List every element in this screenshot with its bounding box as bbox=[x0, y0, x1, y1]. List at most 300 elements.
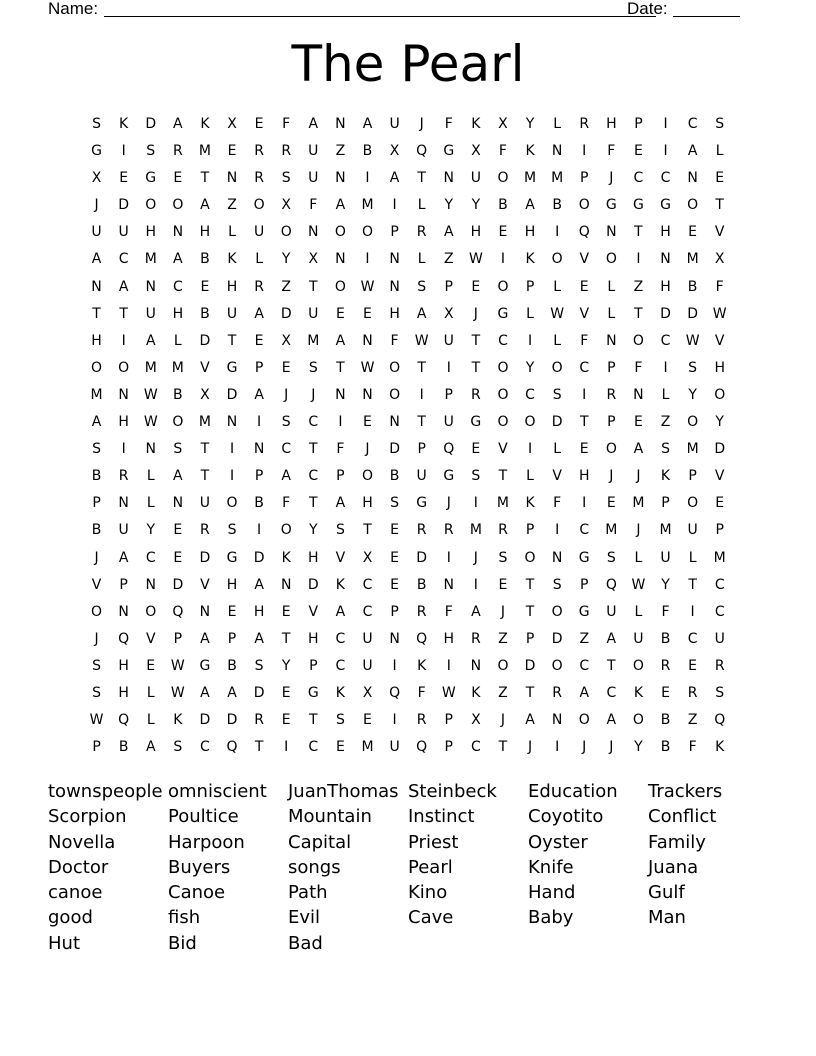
grid-letter: T bbox=[200, 468, 210, 485]
grid-letter: R bbox=[254, 278, 264, 295]
grid-letter: D bbox=[551, 414, 563, 431]
grid-letter: U bbox=[660, 549, 671, 566]
grid-letter: O bbox=[605, 251, 617, 268]
grid-letter: C bbox=[470, 739, 481, 756]
word-list-item: Poultice bbox=[168, 806, 239, 828]
grid-letter: E bbox=[363, 712, 372, 729]
grid-letter: O bbox=[497, 170, 509, 187]
grid-letter: S bbox=[92, 684, 101, 701]
grid-letter: W bbox=[360, 278, 375, 295]
grid-letter: A bbox=[91, 414, 102, 431]
grid-letter: P bbox=[444, 386, 453, 403]
word-list-item: Trackers bbox=[648, 781, 723, 802]
grid-letter: O bbox=[578, 712, 590, 729]
grid-letter: V bbox=[91, 576, 102, 593]
grid-letter: U bbox=[389, 739, 400, 756]
grid-letter: I bbox=[527, 441, 533, 458]
grid-letter: M bbox=[307, 332, 320, 349]
grid-letter: M bbox=[496, 495, 509, 512]
grid-letter: P bbox=[390, 603, 399, 620]
grid-letter: B bbox=[552, 197, 562, 214]
grid-letter: I bbox=[392, 712, 397, 729]
grid-letter: R bbox=[118, 468, 129, 485]
grid-letter: Q bbox=[714, 712, 726, 729]
grid-letter: V bbox=[714, 468, 725, 485]
grid-letter: T bbox=[309, 441, 318, 458]
grid-letter: N bbox=[226, 414, 238, 431]
grid-letter: O bbox=[118, 359, 130, 376]
grid-letter: H bbox=[226, 278, 238, 295]
grid-letter: F bbox=[336, 441, 345, 458]
grid-letter: O bbox=[145, 603, 157, 620]
grid-letter: K bbox=[227, 251, 237, 268]
grid-letter: W bbox=[170, 684, 185, 701]
grid-letter: J bbox=[311, 386, 316, 403]
grid-letter: Y bbox=[281, 251, 291, 268]
grid-letter: A bbox=[687, 143, 698, 160]
grid-letter: S bbox=[498, 549, 508, 566]
grid-letter: A bbox=[118, 549, 129, 566]
grid-letter: F bbox=[661, 603, 670, 620]
grid-letter: U bbox=[470, 170, 481, 187]
grid-letter: P bbox=[309, 657, 318, 674]
grid-letter: E bbox=[715, 170, 725, 187]
grid-letter: A bbox=[200, 630, 210, 647]
grid-letter: P bbox=[444, 712, 453, 729]
grid-letter: A bbox=[281, 468, 291, 485]
grid-letter: I bbox=[473, 576, 478, 593]
word-list bbox=[48, 779, 768, 956]
grid-letter: O bbox=[551, 603, 563, 620]
grid-letter: R bbox=[470, 630, 481, 647]
grid-letter: K bbox=[335, 576, 345, 593]
grid-letter: D bbox=[714, 441, 726, 458]
grid-letter: M bbox=[144, 251, 157, 268]
grid-letter: R bbox=[579, 116, 590, 132]
grid-letter: O bbox=[714, 386, 726, 403]
grid-letter: J bbox=[636, 468, 641, 485]
grid-letter: X bbox=[498, 116, 508, 132]
grid-letter: T bbox=[200, 170, 210, 187]
grid-letter: B bbox=[660, 712, 671, 729]
grid-letter: V bbox=[200, 576, 210, 593]
grid-letter: B bbox=[498, 197, 508, 214]
grid-letter: U bbox=[362, 657, 373, 674]
grid-letter: N bbox=[335, 251, 346, 268]
grid-letter: X bbox=[471, 712, 481, 729]
grid-letter: V bbox=[200, 359, 210, 376]
grid-letter: S bbox=[92, 116, 101, 132]
grid-letter: I bbox=[392, 657, 397, 674]
word-list-item: townspeople bbox=[48, 781, 163, 802]
grid-letter: D bbox=[551, 630, 563, 647]
word-list-item: Bid bbox=[168, 932, 197, 954]
grid-letter: I bbox=[338, 414, 343, 431]
grid-letter: Q bbox=[118, 630, 130, 647]
grid-letter: C bbox=[660, 170, 671, 187]
grid-letter: E bbox=[173, 170, 183, 187]
grid-letter: U bbox=[362, 630, 373, 647]
grid-letter: U bbox=[443, 414, 454, 431]
grid-letter: I bbox=[555, 224, 560, 241]
word-list-item: Cave bbox=[408, 907, 454, 929]
grid-letter: A bbox=[525, 197, 535, 214]
grid-letter: N bbox=[551, 712, 563, 729]
grid-letter: R bbox=[443, 522, 454, 539]
grid-letter: Y bbox=[661, 576, 670, 593]
grid-letter: Z bbox=[443, 251, 454, 268]
grid-letter: O bbox=[280, 522, 292, 539]
grid-letter: T bbox=[525, 576, 535, 593]
grid-letter: O bbox=[91, 603, 103, 620]
word-list-item: songs bbox=[288, 856, 341, 878]
grid-letter: T bbox=[715, 197, 724, 214]
grid-letter: X bbox=[443, 305, 454, 322]
grid-letter: M bbox=[469, 522, 482, 539]
grid-letter: L bbox=[688, 549, 697, 566]
grid-letter: E bbox=[606, 495, 616, 512]
grid-letter: N bbox=[145, 576, 156, 593]
grid-letter: G bbox=[416, 495, 428, 512]
grid-letter: N bbox=[362, 332, 373, 349]
grid-letter: E bbox=[173, 522, 183, 539]
grid-letter: J bbox=[365, 441, 370, 458]
grid-letter: C bbox=[118, 251, 129, 268]
grid-letter: E bbox=[471, 441, 481, 458]
grid-letter: B bbox=[227, 657, 237, 674]
word-list-item: Path bbox=[288, 882, 328, 904]
grid-letter: P bbox=[525, 278, 535, 295]
grid-letter: B bbox=[118, 739, 129, 756]
grid-letter: B bbox=[687, 278, 698, 295]
grid-letter: D bbox=[280, 305, 292, 322]
word-list-item: Man bbox=[648, 907, 686, 929]
grid-letter: L bbox=[146, 468, 155, 485]
grid-letter: Q bbox=[578, 224, 590, 241]
grid-letter: J bbox=[94, 630, 99, 647]
grid-letter: P bbox=[607, 359, 616, 376]
word-list-item: Capital bbox=[288, 831, 352, 853]
grid-letter: T bbox=[498, 468, 508, 485]
grid-letter: B bbox=[660, 630, 671, 647]
grid-letter: R bbox=[498, 522, 508, 539]
grid-letter: O bbox=[605, 441, 617, 458]
grid-letter: T bbox=[254, 739, 264, 756]
grid-letter: D bbox=[253, 684, 265, 701]
grid-letter: I bbox=[582, 495, 587, 512]
grid-letter: Z bbox=[498, 684, 508, 701]
grid-letter: Z bbox=[498, 630, 508, 647]
grid-letter: W bbox=[170, 657, 185, 674]
grid-letter: J bbox=[500, 603, 506, 620]
grid-letter: S bbox=[688, 359, 698, 376]
grid-letter: A bbox=[200, 684, 210, 701]
word-list-item: Evil bbox=[288, 907, 321, 929]
grid-letter: H bbox=[226, 576, 238, 593]
grid-letter: P bbox=[661, 495, 670, 512]
grid-letter: S bbox=[92, 441, 101, 458]
grid-letter: E bbox=[335, 739, 345, 756]
grid-letter: O bbox=[280, 224, 292, 241]
grid-letter: S bbox=[715, 116, 725, 132]
grid-letter: U bbox=[606, 603, 617, 620]
grid-letter: E bbox=[715, 495, 725, 512]
grid-letter: I bbox=[446, 549, 451, 566]
grid-letter: P bbox=[254, 468, 264, 485]
grid-letter: J bbox=[636, 522, 641, 539]
grid-letter: E bbox=[254, 332, 264, 349]
grid-letter: D bbox=[145, 116, 157, 132]
grid-letter: V bbox=[552, 468, 562, 485]
grid-letter: H bbox=[118, 414, 129, 431]
grid-letter: W bbox=[685, 332, 700, 349]
grid-letter: M bbox=[605, 522, 618, 539]
grid-letter: Y bbox=[444, 197, 454, 214]
grid-letter: H bbox=[91, 332, 102, 349]
grid-letter: E bbox=[688, 657, 698, 674]
grid-letter: D bbox=[389, 441, 400, 458]
word-list-item: Buyers bbox=[168, 856, 231, 878]
grid-letter: L bbox=[634, 603, 643, 620]
grid-letter: F bbox=[282, 495, 291, 512]
grid-letter: N bbox=[145, 278, 156, 295]
grid-letter: M bbox=[198, 143, 211, 160]
grid-letter: S bbox=[227, 522, 237, 539]
grid-letter: V bbox=[498, 441, 508, 458]
grid-letter: H bbox=[199, 224, 211, 241]
grid-letter: T bbox=[498, 739, 508, 756]
grid-letter: X bbox=[471, 143, 481, 160]
grid-letter: I bbox=[257, 414, 262, 431]
grid-letter: C bbox=[362, 603, 373, 620]
grid-letter: A bbox=[606, 712, 617, 729]
grid-letter: E bbox=[146, 657, 156, 674]
grid-letter: O bbox=[632, 332, 644, 349]
grid-letter: S bbox=[173, 441, 183, 458]
grid-letter: U bbox=[633, 630, 644, 647]
name-label: Name: bbox=[48, 0, 99, 18]
grid-letter: S bbox=[173, 739, 183, 756]
grid-letter: E bbox=[390, 576, 399, 593]
grid-letter: H bbox=[714, 359, 725, 376]
grid-letter: I bbox=[555, 739, 560, 756]
date-label: Date: bbox=[627, 0, 668, 18]
grid-letter: R bbox=[416, 522, 427, 539]
grid-letter: O bbox=[497, 278, 509, 295]
grid-letter: I bbox=[229, 441, 235, 458]
grid-letter: X bbox=[308, 251, 319, 268]
grid-letter: D bbox=[118, 197, 130, 214]
grid-letter: C bbox=[308, 414, 319, 431]
grid-letter: C bbox=[498, 332, 508, 349]
grid-letter: R bbox=[660, 657, 671, 674]
grid-letter: H bbox=[145, 224, 156, 241]
grid-letter: J bbox=[94, 549, 99, 566]
grid-letter: S bbox=[606, 549, 616, 566]
grid-letter: W bbox=[712, 305, 727, 322]
date-blank-line[interactable] bbox=[673, 0, 740, 17]
grid-letter: S bbox=[146, 143, 156, 160]
grid-letter: H bbox=[118, 684, 129, 701]
grid-letter: F bbox=[444, 116, 453, 132]
grid-letter: U bbox=[443, 332, 454, 349]
grid-letter: A bbox=[173, 251, 183, 268]
grid-letter: C bbox=[687, 116, 698, 132]
grid-letter: B bbox=[389, 468, 400, 485]
grid-letter: A bbox=[443, 224, 454, 241]
word-list-item: Gulf bbox=[648, 882, 685, 904]
grid-letter: U bbox=[308, 170, 319, 187]
grid-letter: F bbox=[444, 603, 453, 620]
grid-letter: N bbox=[280, 576, 292, 593]
grid-letter: X bbox=[281, 332, 291, 349]
grid-letter: P bbox=[390, 224, 399, 241]
grid-letter: N bbox=[551, 143, 563, 160]
grid-letter: C bbox=[660, 332, 671, 349]
grid-letter: A bbox=[389, 170, 400, 187]
grid-letter: O bbox=[145, 197, 157, 214]
grid-letter: R bbox=[254, 170, 264, 187]
grid-letter: L bbox=[146, 495, 155, 512]
grid-letter: L bbox=[526, 468, 534, 485]
grid-letter: N bbox=[335, 386, 346, 403]
grid-letter: N bbox=[118, 386, 129, 403]
grid-letter: U bbox=[91, 224, 102, 241]
page-title: The Pearl bbox=[291, 35, 525, 93]
grid-letter: T bbox=[688, 576, 697, 593]
grid-letter: J bbox=[527, 739, 533, 756]
word-list-item: Knife bbox=[528, 856, 574, 878]
grid-letter: E bbox=[119, 170, 129, 187]
grid-letter: D bbox=[307, 576, 319, 593]
grid-letter: M bbox=[361, 197, 374, 214]
grid-letter: L bbox=[715, 143, 724, 160]
grid-letter: Z bbox=[227, 197, 237, 214]
grid-letter: E bbox=[200, 278, 210, 295]
grid-letter: K bbox=[525, 143, 535, 160]
grid-letter: J bbox=[473, 305, 478, 322]
word-list-item: Novella bbox=[48, 831, 116, 853]
grid-letter: A bbox=[227, 684, 237, 701]
grid-letter: P bbox=[580, 576, 589, 593]
grid-letter: O bbox=[551, 251, 563, 268]
grid-letter: F bbox=[607, 143, 616, 160]
grid-letter: W bbox=[360, 359, 375, 376]
grid-letter: R bbox=[606, 386, 617, 403]
grid-letter: T bbox=[634, 305, 643, 322]
grid-letter: S bbox=[335, 522, 345, 539]
grid-letter: Y bbox=[688, 386, 697, 403]
grid-letter: C bbox=[687, 630, 698, 647]
grid-letter: J bbox=[446, 495, 451, 512]
grid-letter: K bbox=[471, 116, 481, 132]
grid-letter: I bbox=[582, 386, 587, 403]
grid-letter: P bbox=[119, 576, 128, 593]
grid-letter: V bbox=[335, 549, 346, 566]
word-list-item: Priest bbox=[408, 831, 459, 853]
grid-letter: T bbox=[607, 657, 616, 674]
grid-letter: K bbox=[525, 251, 535, 268]
grid-letter: O bbox=[497, 359, 509, 376]
grid-letter: C bbox=[633, 170, 644, 187]
grid-letter: A bbox=[579, 684, 590, 701]
grid-letter: T bbox=[336, 359, 345, 376]
grid-letter: T bbox=[281, 630, 291, 647]
grid-letter: S bbox=[281, 414, 291, 431]
grid-letter: I bbox=[473, 495, 478, 512]
grid-letter: B bbox=[416, 576, 427, 593]
grid-letter: B bbox=[660, 739, 671, 756]
grid-letter: U bbox=[714, 630, 725, 647]
grid-letter: E bbox=[335, 305, 345, 322]
grid-letter: N bbox=[389, 251, 400, 268]
grid-letter: J bbox=[582, 739, 587, 756]
grid-letter: I bbox=[690, 603, 695, 620]
name-blank-line[interactable] bbox=[104, 0, 656, 17]
grid-letter: Q bbox=[389, 684, 401, 701]
grid-letter: E bbox=[254, 116, 264, 132]
grid-letter: W bbox=[550, 305, 565, 322]
grid-letter: D bbox=[199, 332, 211, 349]
grid-letter: P bbox=[92, 495, 101, 512]
grid-letter: L bbox=[607, 305, 616, 322]
grid-letter: E bbox=[363, 414, 372, 431]
grid-letter: C bbox=[714, 603, 725, 620]
grid-letter: U bbox=[118, 522, 129, 539]
grid-letter: K bbox=[471, 684, 481, 701]
grid-letter: N bbox=[389, 278, 400, 295]
grid-letter: P bbox=[525, 522, 535, 539]
grid-letter: A bbox=[200, 197, 210, 214]
grid-letter: I bbox=[663, 116, 668, 132]
word-list-item: Mountain bbox=[288, 806, 372, 828]
grid-letter: A bbox=[335, 197, 346, 214]
grid-letter: G bbox=[443, 468, 455, 485]
grid-letter: S bbox=[661, 441, 670, 458]
grid-letter: K bbox=[633, 684, 644, 701]
grid-letter: A bbox=[173, 468, 183, 485]
grid-letter: Z bbox=[660, 414, 671, 431]
grid-letter: R bbox=[254, 712, 264, 729]
grid-letter: O bbox=[389, 359, 401, 376]
grid-letter: R bbox=[200, 522, 210, 539]
grid-letter: O bbox=[578, 197, 590, 214]
grid-letter: N bbox=[362, 386, 373, 403]
grid-letter: C bbox=[362, 576, 373, 593]
grid-letter: N bbox=[145, 441, 156, 458]
grid-letter: Q bbox=[443, 441, 455, 458]
grid-letter: J bbox=[500, 712, 506, 729]
grid-letter: F bbox=[390, 332, 399, 349]
grid-letter: I bbox=[582, 143, 587, 160]
grid-letter: Z bbox=[687, 712, 698, 729]
grid-letter: K bbox=[525, 495, 535, 512]
grid-letter: A bbox=[633, 441, 644, 458]
grid-letter: E bbox=[281, 712, 291, 729]
grid-letter: O bbox=[334, 224, 346, 241]
grid-letter: J bbox=[94, 197, 99, 214]
grid-letter: I bbox=[257, 522, 262, 539]
grid-letter: Q bbox=[416, 630, 428, 647]
word-list-item: Family bbox=[648, 831, 706, 853]
grid-letter: E bbox=[363, 305, 372, 322]
grid-letter: V bbox=[714, 224, 725, 241]
grid-letter: E bbox=[281, 603, 291, 620]
grid-letter: B bbox=[362, 143, 373, 160]
grid-letter: I bbox=[121, 332, 126, 349]
grid-letter: O bbox=[687, 414, 699, 431]
grid-letter: T bbox=[525, 684, 535, 701]
